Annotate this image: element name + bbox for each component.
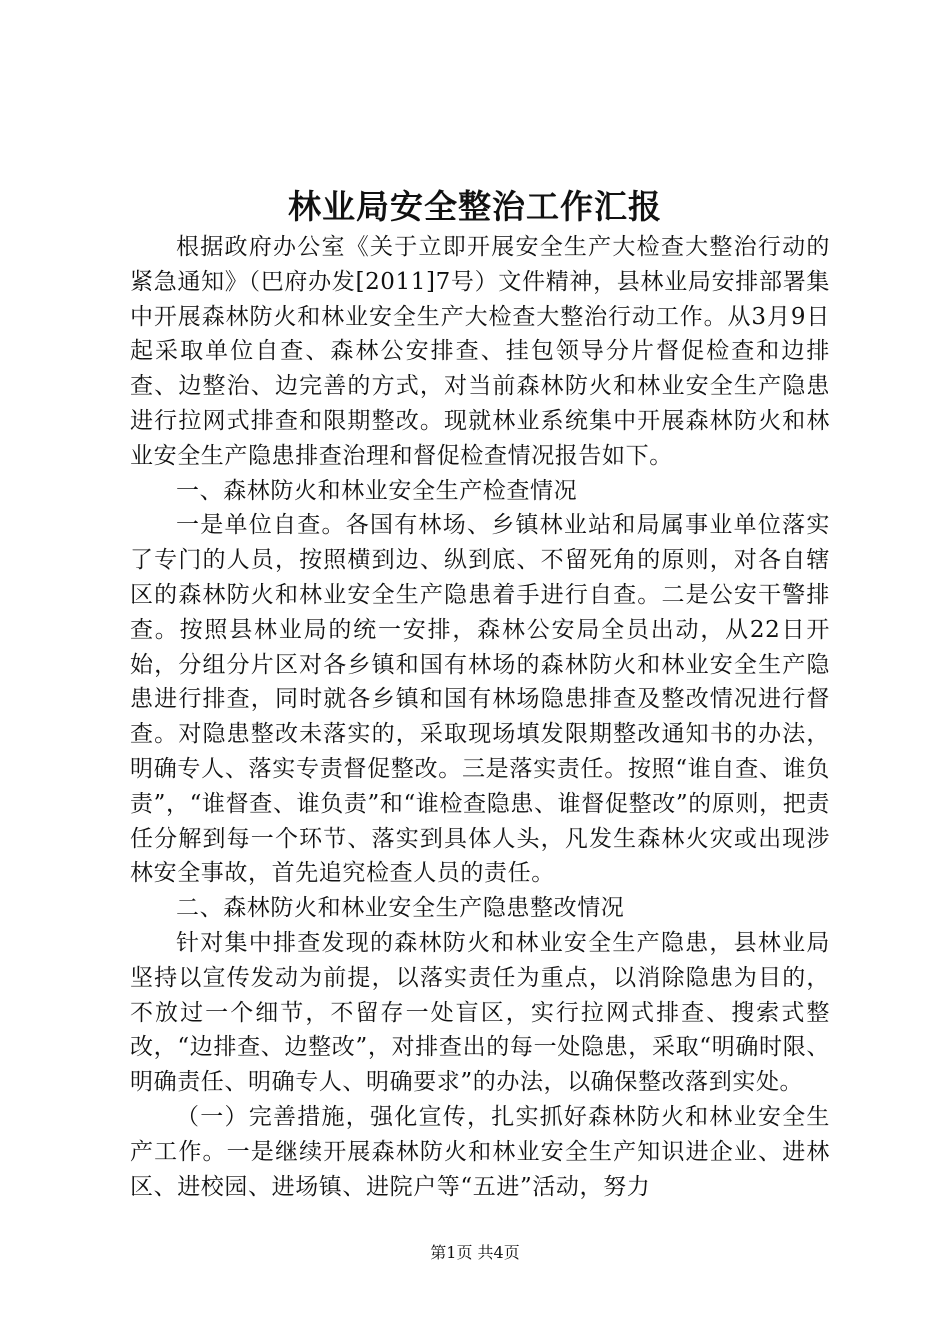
section-heading-2: 二、森林防火和林业安全生产隐患整改情况 — [176, 895, 625, 922]
paragraph-rectification: 针对集中排查发现的森林防火和林业安全生产隐患，县林业局坚持以宣传发动为前提，以落实责任为重点，以消除隐患为目的，不放过一个细节，不留存一处盲区，实行拉网式排查、搜索式整改，“边排查、边整改”，对排查出的每一处隐患，采取“明确时限、明确责任、明确专人、明确要求”的办法，以确保整改落到实处。 — [130, 929, 830, 1096]
paragraph-intro: 根据政府办公室《关于立即开展安全生产大检查大整治行动的紧急通知》（巴府办发[2011]7号）文件精神，县林业局安排部署集中开展森林防火和林业安全生产大检查大整治行动工作。从3月9日起采取单位自查、森林公安排查、挂包领导分片督促检查和边排查、边整治、边完善的方式，对当前森林防火和林业安全生产隐患进行拉网式排查和限期整改。现就林业系统集中开展森林防火和林业安全生产隐患排查治理和督促检查情况报告如下。 — [130, 234, 830, 469]
page-number-footer: 第1页 共4页 — [430, 1243, 520, 1262]
section-heading-1: 一、森林防火和林业安全生产检查情况 — [176, 477, 578, 504]
document-title: 林业局安全整治工作汇报 — [288, 187, 662, 226]
paragraph-measures: （一）完善措施，强化宣传，扎实抓好森林防火和林业安全生产工作。一是继续开展森林防火和林业安全生产知识进企业、进林区、进校园、进场镇、进院户等“五进”活动，努力 — [130, 1103, 830, 1200]
document-body — [130, 230, 830, 1204]
paragraph-inspection: 一是单位自查。各国有林场、乡镇林业站和局属事业单位落实了专门的人员，按照横到边、纵到底、不留死角的原则，对各自辖区的森林防火和林业安全生产隐患着手进行自查。二是公安干警排查。按照县林业局的统一安排，森林公安局全员出动，从22日开始，分组分片区对各乡镇和国有林场的森林防火和林业安全生产隐患进行排查，同时就各乡镇和国有林场隐患排查及整改情况进行督查。对隐患整改未落实的，采取现场填发限期整改通知书的办法，明确专人、落实专责督促整改。三是落实责任。按照“谁自查、谁负责”，“谁督查、谁负责”和“谁检查隐患、谁督促整改”的原则，把责任分解到每一个环节、落实到具体人头，凡发生森林火灾或出现涉林安全事故，首先追究检查人员的责任。 — [130, 512, 830, 887]
